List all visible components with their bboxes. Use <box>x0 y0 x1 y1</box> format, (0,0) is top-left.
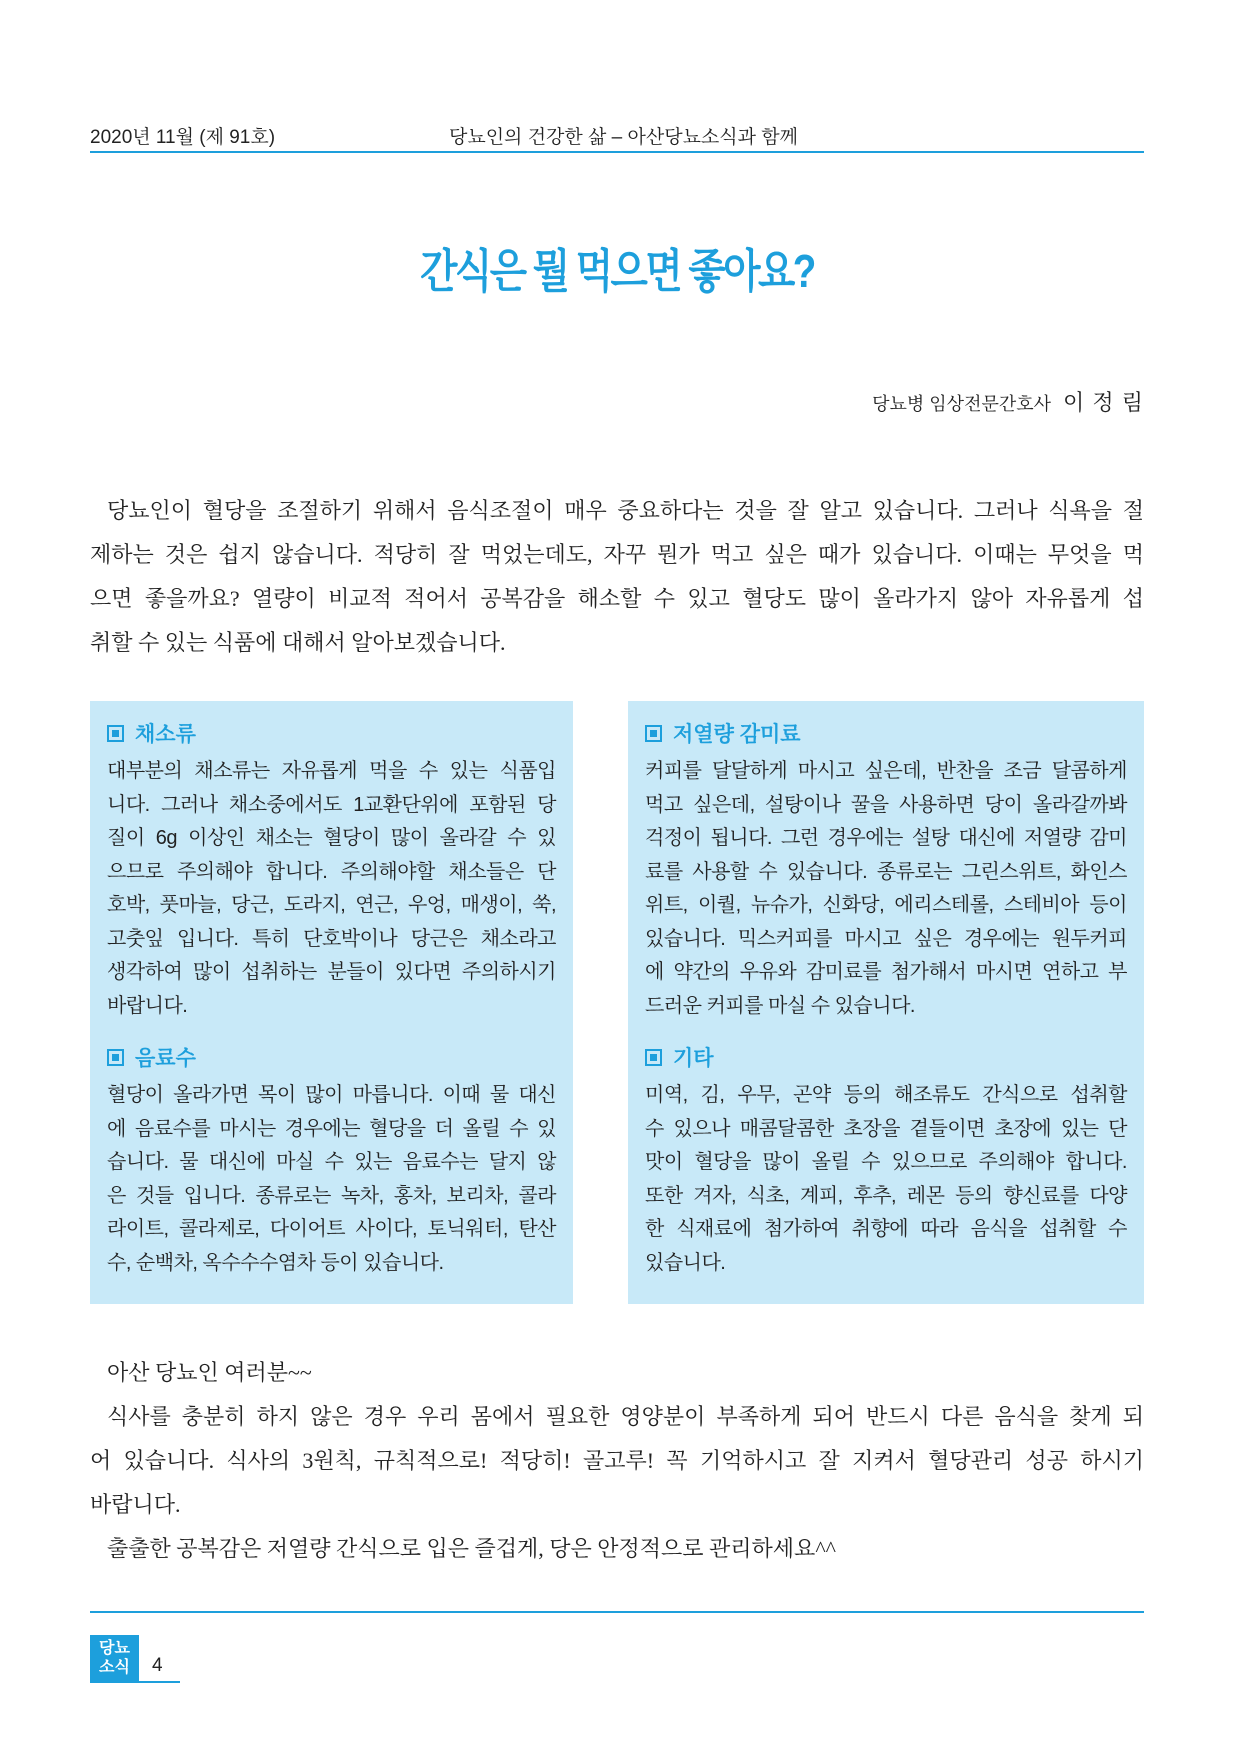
paragraph-line: 맛이 혈당을 많이 올릴 수 있으므로 주의해야 합니다. <box>645 1151 1127 1173</box>
paragraph-line: 니다. 그러나 채소중에서도 1교환단위에 포함된 당 <box>107 793 556 816</box>
section-heading-label: 기타 <box>673 1047 714 1070</box>
paragraph-line: 있습니다. <box>645 1251 726 1274</box>
issue-label: 2020년 11월 (제 91호) <box>90 127 276 148</box>
square-bullet-icon <box>645 1049 662 1066</box>
paragraph-line: 료를 사용할 수 있습니다. 종류로는 그린스위트, 화인스 <box>645 860 1127 883</box>
closing-text <box>90 1351 1144 1571</box>
paragraph-line: 위트, 이퀄, 뉴슈가, 신화당, 에리스테롤, 스테비아 등이 <box>645 894 1127 916</box>
publication-title: 당뇨인의 건강한 삶 – 아산당뇨소식과 함께 <box>449 127 798 148</box>
paragraph-line: 호박, 풋마늘, 당근, 도라지, 연근, 우엉, 매생이, 쑥, <box>107 894 556 916</box>
page-number-underline <box>90 1681 180 1683</box>
paragraph-line: 으므로 주의해야 합니다. 주의해야할 채소들은 단 <box>107 860 556 883</box>
paragraph-line: 출출한 공복감은 저열량 간식으로 입은 즐겁게, 당은 안정적으로 관리하세요^^ <box>107 1536 836 1561</box>
closing-greeting <box>90 1351 1144 1395</box>
section-heading-label: 채소류 <box>135 723 196 746</box>
section-heading <box>107 1040 556 1074</box>
badge-line: 소식 <box>99 1659 130 1676</box>
paragraph-line: 있습니다. 믹스커피를 마시고 싶은 경우에는 원두커피 <box>645 927 1127 950</box>
section-heading <box>107 716 556 750</box>
section-heading <box>645 1040 1127 1074</box>
author-name: 이 정 림 <box>1063 390 1144 415</box>
paragraph-line: 생각하여 많이 섭취하는 분들이 있다면 주의하시기 <box>107 961 556 983</box>
square-bullet-icon <box>107 1049 124 1066</box>
paragraph-line: 걱정이 됩니다. 그런 경우에는 설탕 대신에 저열량 감미 <box>645 827 1127 849</box>
section-body <box>645 1079 1127 1280</box>
author-byline <box>872 386 1144 417</box>
box-section-beverages <box>107 1040 556 1280</box>
paragraph-line: 먹고 싶은데, 설탕이나 꿀을 사용하면 당이 올라갈까봐 <box>645 793 1127 816</box>
article-title: 간식은 뭘 먹으면 좋아요? <box>420 245 814 297</box>
page-number: 4 <box>152 1655 163 1676</box>
section-body <box>645 755 1127 1023</box>
badge-line: 당뇨 <box>99 1640 130 1657</box>
paragraph-line: 대부분의 채소류는 자유롭게 먹을 수 있는 식품입 <box>107 760 556 782</box>
paragraph-line: 어 있습니다. 식사의 3원칙, 규칙적으로! 적당히! 골고루! 꼭 기억하시고 잘 지켜서 혈당관리 성공 하시기 <box>90 1448 1144 1473</box>
paragraph-line: 드러운 커피를 마실 수 있습니다. <box>645 994 915 1017</box>
paragraph-line: 바랍니다. <box>90 1492 181 1517</box>
square-bullet-icon <box>107 725 124 742</box>
paragraph-line: 아산 당뇨인 여러분~~ <box>107 1360 312 1385</box>
info-box-left <box>90 701 573 1304</box>
paragraph-line: 또한 겨자, 식초, 계피, 후추, 레몬 등의 향신료를 다양 <box>645 1184 1127 1207</box>
paragraph-line: 한 식재료에 첨가하여 취향에 따라 음식을 섭취할 수 <box>645 1218 1127 1240</box>
section-body <box>107 1079 556 1280</box>
section-heading <box>645 716 1127 750</box>
section-heading-label: 저열량 감미료 <box>673 723 801 746</box>
header-rule <box>90 151 1144 153</box>
box-section-vegetables <box>107 716 556 1023</box>
paragraph-line: 식사를 충분히 하지 않은 경우 우리 몸에서 필요한 영양분이 부족하게 되어 반드시 다른 음식을 찾게 되 <box>107 1404 1144 1429</box>
paragraph-line: 은 것들 입니다. 종류로는 녹차, 홍차, 보리차, 콜라 <box>107 1184 556 1207</box>
paragraph-line: 에 약간의 우유와 감미료를 첨가해서 마시면 연하고 부 <box>645 961 1127 983</box>
author-role: 당뇨병 임상전문간호사 <box>872 394 1052 414</box>
paragraph-line: 수, 순백차, 옥수수수염차 등이 있습니다. <box>107 1251 444 1274</box>
square-bullet-icon <box>645 725 662 742</box>
paragraph-line: 혈당이 올라가면 목이 많이 마릅니다. 이때 물 대신 <box>107 1084 556 1106</box>
paragraph-line: 제하는 것은 쉽지 않습니다. 적당히 잘 먹었는데도, 자꾸 뭔가 먹고 싶은 때가 있습니다. 이때는 무엇을 먹 <box>90 542 1144 567</box>
paragraph-line: 질이 6g 이상인 채소는 혈당이 많이 올라갈 수 있 <box>107 827 556 849</box>
intro-paragraph <box>90 489 1144 665</box>
paragraph-line: 바랍니다. <box>107 994 188 1017</box>
paragraph-line: 커피를 달달하게 마시고 싶은데, 반찬을 조금 달콤하게 <box>645 760 1127 782</box>
closing-signoff <box>90 1527 1144 1571</box>
section-body <box>107 755 556 1023</box>
section-heading-label: 음료수 <box>135 1047 196 1070</box>
footer-rule <box>90 1611 1144 1613</box>
paragraph-line: 으면 좋을까요? 열량이 비교적 적어서 공복감을 해소할 수 있고 혈당도 많이 올라가지 않아 자유롭게 섭 <box>90 586 1144 611</box>
paragraph-line: 라이트, 콜라제로, 다이어트 사이다, 토닉워터, 탄산 <box>107 1218 556 1240</box>
paragraph-line: 수 있으나 매콤달콤한 초장을 곁들이면 초장에 있는 단 <box>645 1117 1127 1140</box>
paragraph-line: 고춧잎 입니다. 특히 단호박이나 당근은 채소라고 <box>107 927 556 950</box>
paragraph-line: 미역, 김, 우무, 곤약 등의 해조류도 간식으로 섭취할 <box>645 1084 1127 1106</box>
paragraph-line: 당뇨인이 혈당을 조절하기 위해서 음식조절이 매우 중요하다는 것을 잘 알고 있습니다. 그러나 식욕을 절 <box>107 498 1144 523</box>
info-box-right <box>628 701 1144 1304</box>
footer-badge <box>90 1635 139 1682</box>
closing-paragraph <box>90 1395 1144 1527</box>
paragraph-line: 습니다. 물 대신에 마실 수 있는 음료수는 달지 않 <box>107 1151 556 1173</box>
paragraph-line: 에 음료수를 마시는 경우에는 혈당을 더 올릴 수 있 <box>107 1117 556 1140</box>
paragraph-line: 취할 수 있는 식품에 대해서 알아보겠습니다. <box>90 630 506 655</box>
box-section-other <box>645 1040 1127 1280</box>
box-section-sweeteners <box>645 716 1127 1023</box>
